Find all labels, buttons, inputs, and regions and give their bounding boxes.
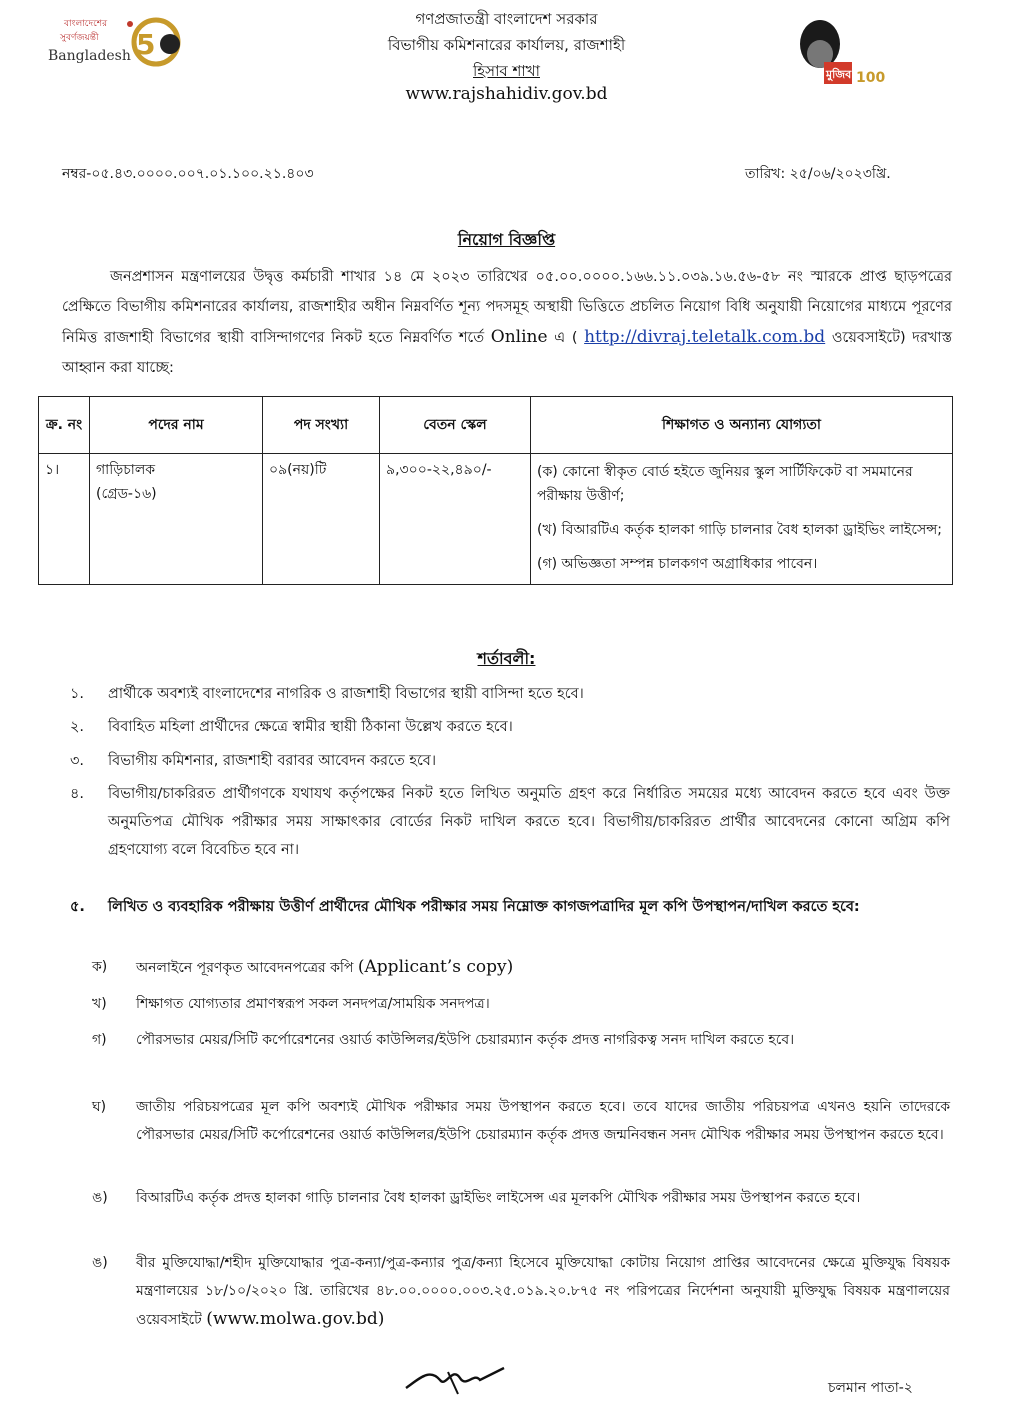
online-label: Online <box>490 327 548 347</box>
document-item <box>92 1249 950 1335</box>
condition-text: বিভাগীয়/চাকরিরত প্রার্থীগণকে যথাযথ কর্তৃপক্ষের নিকট হতে লিখিত অনুমতি গ্রহণ করে নির্ধারিত সময়ের মধ্যে আবেদন করতে হবে এবং উক্ত অনুমতিপত্র মৌখিক পরীক্ষার সময় সাক্ষাৎকার বোর্ডের নিকট দাখিল করতে হবে। বিভাগীয়/চাকরিরত প্রার্থীর আবেদনের কোনো অগ্রিম কপি গ্রহণযোগ্য বলে বিবেচিত হবে না। <box>108 786 950 858</box>
signature <box>400 1358 510 1398</box>
intro-paragraph <box>62 262 952 383</box>
svg-text:বাংলাদেশের: বাংলাদেশের <box>64 19 108 29</box>
condition-number: ২. <box>70 719 85 735</box>
application-link[interactable]: http://divraj.teletalk.com.bd <box>584 327 826 347</box>
document-number: ঙ) <box>92 1190 108 1206</box>
qualification-item: (গ) অভিজ্ঞতা সম্পন্ন চালকগণ অগ্রাধিকার পাবেন। <box>537 556 818 572</box>
memo-number: নম্বর-০৫.৪৩.০০০০.০০৭.০১.১০০.২১.৪০৩ <box>62 166 314 182</box>
bangladesh-50-logo <box>44 10 204 72</box>
cell-post-name <box>90 454 263 585</box>
document-number: ঘ) <box>92 1099 107 1115</box>
cell-post-count: ০৯(নয়)টি <box>263 454 380 585</box>
continued-page-note: চলমান পাতা-২ <box>828 1380 913 1396</box>
mujib-100-logo <box>790 16 910 92</box>
logo-left-label: Bangladesh <box>48 48 131 64</box>
condition-text: বিভাগীয় কমিশনার, রাজশাহী বরাবর আবেদন করতে হবে। <box>108 753 437 769</box>
condition-item <box>70 680 950 710</box>
page-title: নিয়োগ বিজ্ঞপ্তি <box>457 230 556 249</box>
document-text-extra: (Applicant’s copy) <box>357 957 514 977</box>
document-number: ঙ) <box>92 1255 108 1271</box>
website-url[interactable]: www.rajshahidiv.gov.bd <box>405 84 608 104</box>
col-pay-scale: বেতন স্কেল <box>380 397 531 454</box>
document-text: বিআরটিএ কর্তৃক প্রদত্ত হালকা গাড়ি চালনার বৈধ হালকা ড্রাইভিং লাইসেন্স এর মূলকপি মৌখিক পরীক্ষার সময় উপস্থাপন করতে হবে। <box>136 1190 861 1206</box>
document-number: খ) <box>92 996 107 1012</box>
col-post-count: পদ সংখ্যা <box>263 397 380 454</box>
condition-item <box>70 747 950 777</box>
col-serial: ক্র. নং <box>39 397 90 454</box>
document-item <box>92 990 950 1020</box>
svg-text:100: 100 <box>856 70 886 86</box>
intro-text: জনপ্রশাসন মন্ত্রণালয়ের উদ্বৃত্ত কর্মচারী শাখার ১৪ মে ২০২৩ তারিখের ০৫.০০.০০০০.১৬৬.১১.০৩৯.১৬.৫৬-৫৮ নং স্মারকে প্রাপ্ত ছাড়পত্রের প্রেক্ষিতে বিভাগীয় কমিশনারের কার্যালয়, রাজশাহীর অধীন নিম্নবর্ণিত শূন্য পদসমূহ অস্থায়ী ভিত্তিতে প্রচলিত নিয়োগ বিধি অনুযায়ী নিয়োগের মাধ্যমে পূরণের নিমিত্ত রাজশাহী বিভাগের স্থায়ী বাসিন্দাগণের নিকট হতে নিম্নবর্ণিত শর্তে <box>62 269 952 346</box>
document-text-main: বীর মুক্তিযোদ্ধা/শহীদ মুক্তিযোদ্ধার পুত্র-কন্যা/পুত্র-কন্যার পুত্র/কন্যা হিসেবে মুক্তিযোদ্ধা কোটায় নিয়োগ প্রাপ্তির আবেদনের ক্ষেত্রে মুক্তিযুদ্ধ বিষয়ক মন্ত্রণালয়ের ১৮/১০/২০২০ খ্রি. তারিখের ৪৮.০০.০০০০.০০৩.২৫.০১৯.২০.৮৭৫ নং পরিপত্রের নির্দেশনা অনুযায়ী মুক্তিযুদ্ধ বিষয়ক মন্ত্রণালয়ের ওয়েবসাইটে <box>136 1255 950 1328</box>
intro-tail: ওয়েবসাইটে) দরখাস্ত আহ্বান করা যাচ্ছে: <box>62 330 953 376</box>
condition-item <box>70 780 950 870</box>
document-item <box>92 1184 950 1242</box>
condition-number: ১. <box>70 686 85 702</box>
section-name: হিসাব শাখা <box>473 62 540 80</box>
document-text-main: অনলাইনে পূরণকৃত আবেদনপত্রের কপি <box>136 960 354 976</box>
table-header-row <box>39 397 953 454</box>
document-item <box>92 1093 950 1179</box>
intro-ae: এ ( <box>554 330 578 346</box>
post-title: গাড়িচালক <box>96 462 156 478</box>
qualification-item: (ক) কোনো স্বীকৃত বোর্ড হইতে জুনিয়র স্কুল সার্টিফিকেট বা সমমানের পরীক্ষায় উত্তীর্ণ; <box>537 464 913 504</box>
posts-table <box>38 396 953 585</box>
conditions-title: শর্তাবলী: <box>477 649 536 668</box>
document-number: গ) <box>92 1032 107 1048</box>
condition-number: ৩. <box>70 753 85 769</box>
document-item <box>92 1026 950 1084</box>
post-grade: (গ্রেড-১৬) <box>96 486 157 502</box>
condition-number: ৪. <box>70 786 85 802</box>
document-number: ক) <box>92 959 108 975</box>
qualification-item: (খ) বিআরটিএ কর্তৃক হালকা গাড়ি চালনার বৈধ হালকা ড্রাইভিং লাইসেন্স; <box>537 522 942 538</box>
cell-pay-scale: ৯,৩০০-২২,৪৯০/- <box>380 454 531 585</box>
condition-text: বিবাহিত মহিলা প্রার্থীদের ক্ষেত্রে স্বামীর স্থায়ী ঠিকানা উল্লেখ করতে হবে। <box>108 719 513 735</box>
condition-text: লিখিত ও ব্যবহারিক পরীক্ষায় উত্তীর্ণ প্রার্থীদের মৌখিক পরীক্ষার সময় নিম্নোক্ত কাগজপত্রাদির মূল কপি উপস্থাপন/দাখিল করতে হবে: <box>108 899 860 915</box>
document-item <box>92 953 950 983</box>
condition-text: প্রার্থীকে অবশ্যই বাংলাদেশের নাগরিক ও রাজশাহী বিভাগের স্থায়ী বাসিন্দা হতে হবে। <box>108 686 584 702</box>
document-text: জাতীয় পরিচয়পত্রের মূল কপি অবশ্যই মৌখিক পরীক্ষার সময় উপস্থাপন করতে হবে। তবে যাদের জাতীয় পরিচয়পত্র এখনও হয়নি তাদেরকে পৌরসভার মেয়র/সিটি কর্পোরেশনের ওয়ার্ড কাউন্সিলর/ইউপি চেয়ারম্যান কর্তৃক প্রদত্ত জন্মনিবন্ধন সনদ মৌখিক পরীক্ষার সময় উপস্থাপন করতে হবে। <box>136 1099 950 1143</box>
cell-serial: ১। <box>39 454 90 585</box>
cell-qualifications <box>531 454 953 585</box>
col-post-name: পদের নাম <box>90 397 263 454</box>
svg-text:মুজিব: মুজিব <box>826 68 852 81</box>
document-text-extra: (www.molwa.gov.bd) <box>206 1309 385 1329</box>
document-text: শিক্ষাগত যোগ্যতার প্রমাণস্বরূপ সকল সনদপত্র/সাময়িক সনদপত্র। <box>136 996 490 1012</box>
govt-name: গণপ্রজাতন্ত্রী বাংলাদেশ সরকার <box>415 10 598 28</box>
condition-item <box>70 713 950 743</box>
svg-text:সুবর্ণজয়ন্তী: সুবর্ণজয়ন্তী <box>60 33 99 43</box>
office-name: বিভাগীয় কমিশনারের কার্যালয়, রাজশাহী <box>387 36 626 54</box>
document-text <box>136 953 950 982</box>
condition-item <box>70 893 950 953</box>
document-text: পৌরসভার মেয়র/সিটি কর্পোরেশনের ওয়ার্ড কাউন্সিলর/ইউপি চেয়ারম্যান কর্তৃক প্রদত্ত নাগরিকত্ব সনদ দাখিল করতে হবে। <box>136 1032 795 1048</box>
condition-number: ৫. <box>70 899 85 915</box>
issue-date: তারিখ: ২৫/০৬/২০২৩খ্রি. <box>745 166 891 182</box>
document-text <box>136 1249 950 1334</box>
col-qualifications: শিক্ষাগত ও অন্যান্য যোগ্যতা <box>531 397 953 454</box>
svg-text:5: 5 <box>136 28 156 61</box>
table-row <box>39 454 953 585</box>
